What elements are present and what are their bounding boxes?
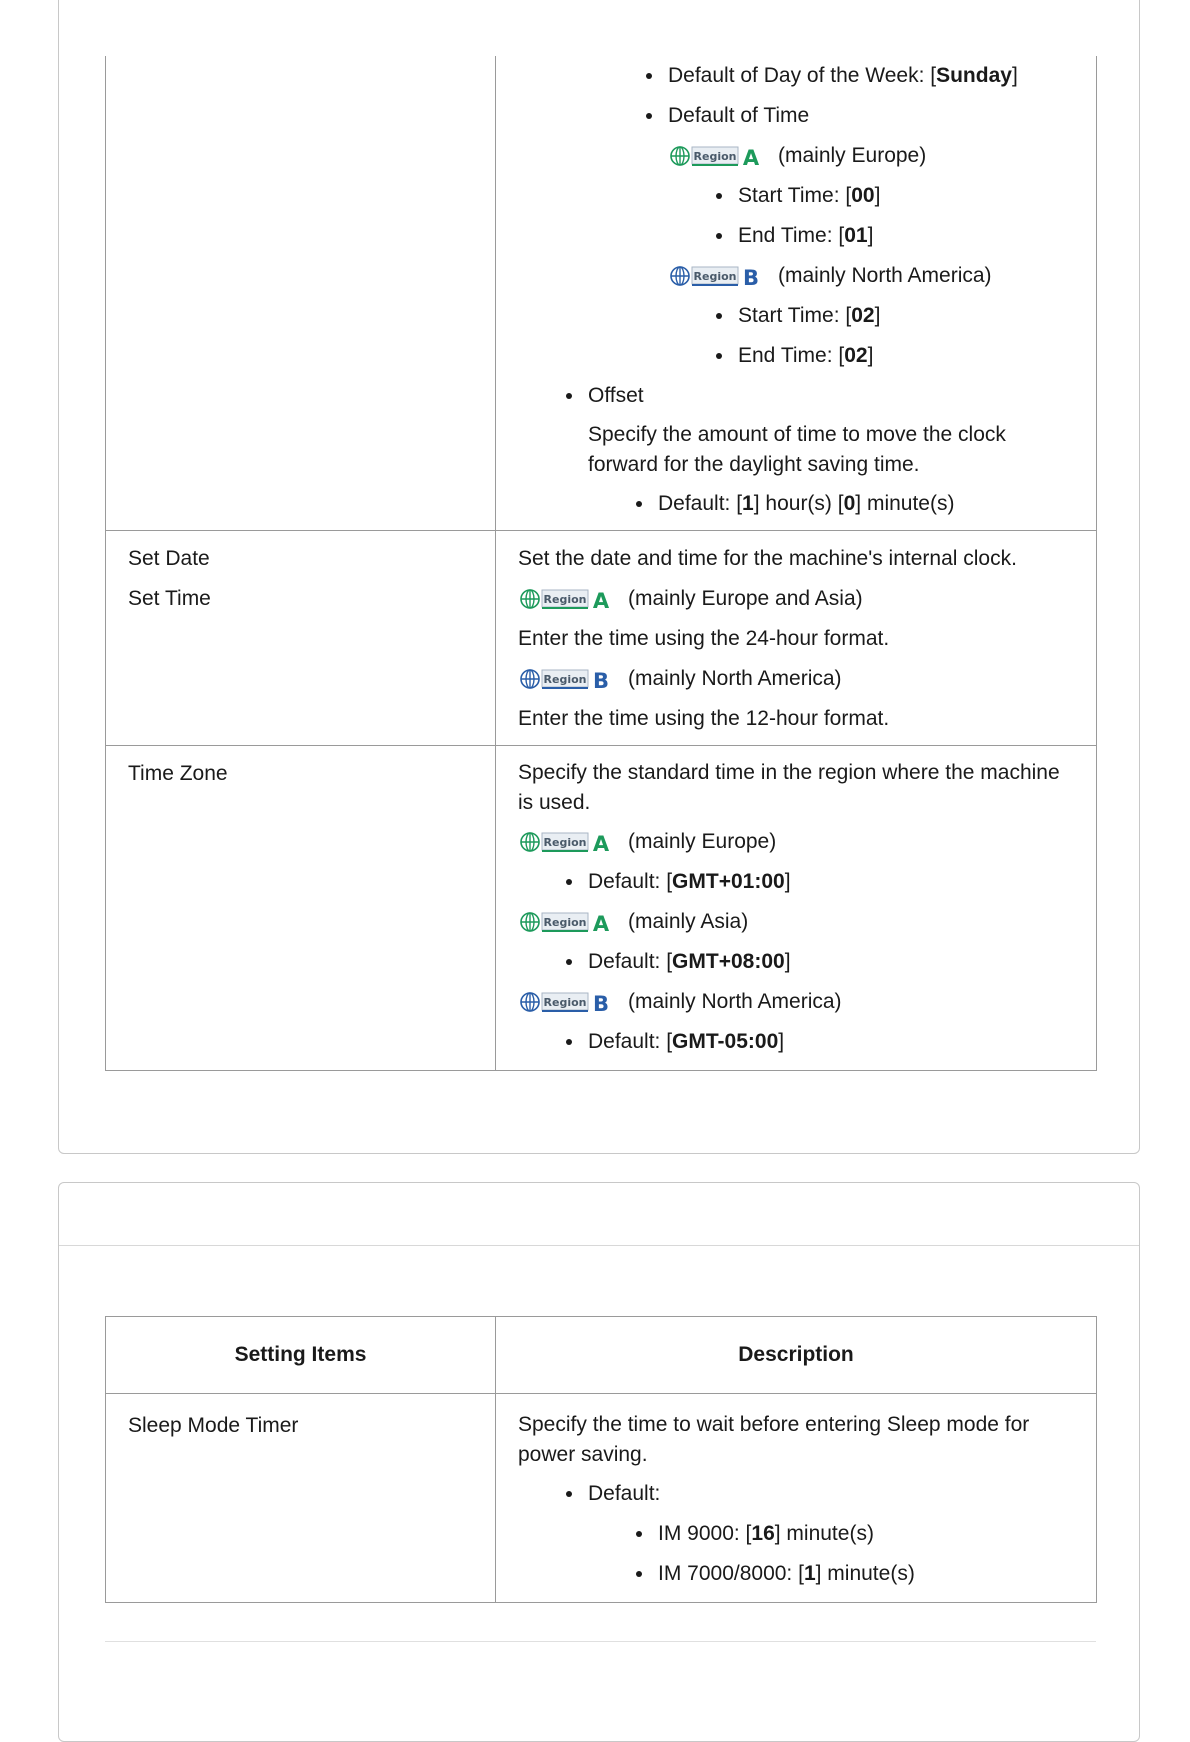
setting-item-label: Sleep Mode Timer [128,1414,299,1437]
svg-text:B: B [742,266,760,288]
table-header-row [106,1317,1097,1394]
svg-text:B: B [592,669,610,691]
list-item: IM 9000: [16] minute(s) [658,1519,874,1549]
list-item: Offset [588,381,644,411]
setting-item-cell [106,531,496,746]
offset-description: Specify the amount of time to move the clock forward for the daylight saving time. [588,423,1006,476]
date-time-settings-table [105,56,1097,1071]
setting-item-label: Set Date [128,547,210,570]
column-header-description: Description [496,1317,1097,1394]
svg-text:Region: Region [543,593,587,606]
region-b-icon [518,990,614,1014]
svg-text:Region: Region [543,673,587,686]
list-item: Start Time: [00] [738,181,880,211]
list-item: Default: [GMT+01:00] [588,867,791,897]
list-item: End Time: [02] [738,341,873,371]
list-item: IM 7000/8000: [1] minute(s) [658,1559,915,1589]
setting-item-label: Time Zone [128,762,228,785]
svg-text:B: B [592,992,610,1014]
list-item: Default of Day of the Week: [Sunday] [668,61,1018,91]
setting-item-cell [106,56,496,531]
setting-item-label: Set Time [128,587,211,610]
list-item: Default of Time [668,101,809,131]
region-a-icon [518,587,614,611]
sleep-settings-table [105,1316,1097,1603]
description-cell: Specify the standard time in the region where the machine is used. Region A (mainly Europe) Default: [GMT+01:00] Region A (mainly Asia) Default: [GMT+08:00] Region B (mainly North America) Default: [GMT-05:00] [496,746,1097,1071]
list-item: Default: [1] hour(s) [0] minute(s) [658,489,954,519]
table-row [106,531,1097,746]
svg-text:Region: Region [543,836,587,849]
description-cell: Default of Day of the Week: [Sunday] Default of Time Region A (mainly Europe) Start Time: [00] End Time: [01] Region B (mainly North America) Start Time: [02] End Time: [02] Offset Specify the amount of time to move the clock forward for the daylight saving time. Default: [1] hour(s) [0] minute(s) [496,56,1097,531]
region-a-icon [668,144,764,168]
setting-item-cell [106,746,496,1071]
region-a-icon [518,830,614,854]
svg-text:A: A [742,146,760,168]
svg-text:Region: Region [543,996,587,1009]
panel-header-divider [59,1245,1139,1246]
region-b-icon [518,667,614,691]
list-item: Default: [GMT+08:00] [588,947,791,977]
list-item: Default: [GMT-05:00] [588,1027,784,1057]
region-b-icon [668,264,764,288]
table-row [106,56,1097,531]
description-cell: Specify the time to wait before entering Sleep mode for power saving. Default: IM 9000: [16] minute(s) IM 7000/8000: [1] minute(s) [496,1394,1097,1603]
section-divider [105,1641,1096,1642]
svg-text:Region: Region [693,150,737,163]
column-header-setting-items: Setting Items [106,1317,496,1394]
list-item: Start Time: [02] [738,301,880,331]
svg-text:Region: Region [693,270,737,283]
region-a-icon [518,910,614,934]
svg-text:A: A [592,589,610,611]
table-row [106,746,1097,1071]
description-cell: Set the date and time for the machine's internal clock. Region A (mainly Europe and Asia) Enter the time using the 24-hour format. Region B (mainly North America) Enter the time using the 12-hour format. [496,531,1097,746]
setting-item-cell [106,1394,496,1603]
svg-text:A: A [592,912,610,934]
list-item: Default: [588,1479,660,1509]
table-row [106,1394,1097,1603]
svg-text:A: A [592,832,610,854]
list-item: End Time: [01] [738,221,873,251]
svg-text:Region: Region [543,916,587,929]
